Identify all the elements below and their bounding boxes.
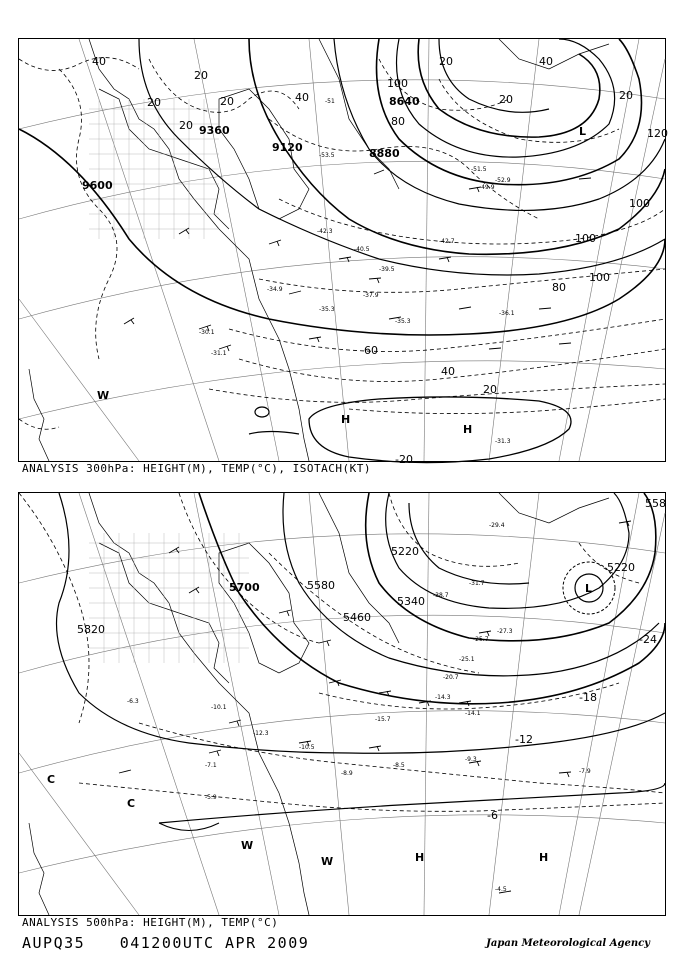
isotach-label: 20 <box>179 119 193 132</box>
chart-300hpa <box>18 38 668 466</box>
temp-label: -15.7 <box>375 716 391 723</box>
warm-marker: W <box>321 855 334 868</box>
temp-label: -31.7 <box>469 580 485 587</box>
isotach-label: 20 <box>439 55 453 68</box>
isotach-label: 40 <box>92 55 106 68</box>
height-label: 5220 <box>607 561 635 574</box>
coastline <box>29 39 609 461</box>
temp-label: -10.1 <box>211 704 227 711</box>
isotach-label: 80 <box>552 281 566 294</box>
high-pressure-marker: H <box>341 413 351 426</box>
chart-500hpa <box>18 492 666 916</box>
temp-label: -29.4 <box>489 522 505 529</box>
height-labels <box>82 95 420 192</box>
temp-label: -6.3 <box>127 698 139 705</box>
isotach-label: 20 <box>483 383 497 396</box>
height-label: 5700 <box>229 581 260 594</box>
isotherm-labels <box>487 633 657 822</box>
caption-500hpa: ANALYSIS 500hPa: HEIGHT(M), TEMP(°C) <box>22 916 279 929</box>
isotach-label: 100 <box>575 232 596 245</box>
isotach-label: 40 <box>295 91 309 104</box>
low-pressure-marker: L <box>585 582 593 595</box>
isotherm-label: -18 <box>579 691 597 704</box>
isotach-label: 20 <box>619 89 633 102</box>
isotach-label: 20 <box>499 93 513 106</box>
temp-label: -14.1 <box>465 710 481 717</box>
temp-label: -10.5 <box>299 744 315 751</box>
cold-marker: C <box>127 797 136 810</box>
low-pressure-marker: L <box>579 125 587 138</box>
cold-marker: C <box>47 773 56 786</box>
height-label: 5220 <box>391 545 419 558</box>
temp-label: -35.3 <box>395 318 411 325</box>
temp-label: -42.7 <box>439 238 455 245</box>
height-label: 5580 <box>307 579 335 592</box>
temp-label: -39.5 <box>379 266 395 273</box>
isotach-lines <box>19 58 665 430</box>
temp-label: -51 <box>325 98 335 105</box>
temp-label: -7.9 <box>579 768 591 775</box>
isotach-label: 20 <box>220 95 234 108</box>
temp-label: -14.3 <box>435 694 451 701</box>
temp-label: -27.3 <box>497 628 513 635</box>
isotach-label: 80 <box>391 115 405 128</box>
temp-label: -51.5 <box>471 166 487 173</box>
temp-label: -7.1 <box>205 762 217 769</box>
graticule <box>19 39 665 461</box>
temp-label: -53.5 <box>319 152 335 159</box>
temp-label: -37.9 <box>363 292 379 299</box>
temp-label: -31.1 <box>211 350 227 357</box>
height-label: 5340 <box>397 595 425 608</box>
isotach-label: 40 <box>441 365 455 378</box>
height-label: 9120 <box>272 141 303 154</box>
warm-marker: W <box>241 839 254 852</box>
temp-label: -4.5 <box>495 886 507 893</box>
height-label: 9360 <box>199 124 230 137</box>
graticule <box>19 493 665 915</box>
temp-label: -25.1 <box>459 656 475 663</box>
warm-marker: W <box>97 389 110 402</box>
temp-label: -36.1 <box>499 310 515 317</box>
isotach-label: 100 <box>589 271 610 284</box>
agency-name: Japan Meteorological Agency <box>486 938 650 949</box>
high-pressure-marker: H <box>415 851 425 864</box>
isotach-label: 40 <box>539 55 553 68</box>
temp-label: -35.3 <box>319 306 335 313</box>
temp-label: -38.7 <box>433 592 449 599</box>
temp-label: -30.1 <box>199 329 215 336</box>
temp-label: -20.7 <box>443 674 459 681</box>
chart-id: AUPQ35 <box>22 934 86 952</box>
height-label: 558 <box>645 497 666 510</box>
isotach-label: 100 <box>629 197 650 210</box>
height-contours <box>19 39 665 463</box>
temp-label: -12.3 <box>253 730 269 737</box>
height-label: 8880 <box>369 147 400 160</box>
temp-label: -5.9 <box>205 794 217 801</box>
temp-label: -25.7 <box>473 636 489 643</box>
temp-label: -8.5 <box>393 762 405 769</box>
high-pressure-marker: H <box>539 851 549 864</box>
chart-header <box>22 934 333 952</box>
isotherm-label: -24 <box>639 633 657 646</box>
isotach-labels <box>92 55 668 466</box>
isotach-label: 120 <box>647 127 668 140</box>
isotach-label: 60 <box>364 344 378 357</box>
temp-label: -8.9 <box>341 770 353 777</box>
height-label: 9600 <box>82 179 113 192</box>
isotach-label: 20 <box>147 96 161 109</box>
map-500hpa <box>19 493 665 915</box>
temp-label: -52.9 <box>495 177 511 184</box>
pressure-systems <box>97 125 586 436</box>
temp-label: -42.3 <box>317 228 333 235</box>
isotherm-label: -6 <box>487 809 498 822</box>
isotach-label: 100 <box>387 77 408 90</box>
high-pressure-marker: H <box>463 423 473 436</box>
temp-label: -49.9 <box>479 184 495 191</box>
isotach-label: 20 <box>194 69 208 82</box>
hatch-area <box>89 99 219 239</box>
temp-label: -34.9 <box>267 286 283 293</box>
caption-300hpa: ANALYSIS 300hPa: HEIGHT(M), TEMP(°C), ISOTACH(KT) <box>22 462 372 475</box>
temp-label: -31.3 <box>495 438 511 445</box>
temp-label: -40.5 <box>354 246 370 253</box>
height-label: 5820 <box>77 623 105 636</box>
height-label: 8640 <box>389 95 420 108</box>
isotherm-label: -12 <box>515 733 533 746</box>
temp-label: -9.3 <box>465 756 477 763</box>
map-300hpa <box>19 39 668 466</box>
height-label: 5460 <box>343 611 371 624</box>
isotach-label: -20 <box>395 453 413 466</box>
height-contours <box>57 493 666 831</box>
chart-datetime: 041200UTC APR 2009 <box>119 934 310 952</box>
pressure-systems <box>47 582 592 868</box>
